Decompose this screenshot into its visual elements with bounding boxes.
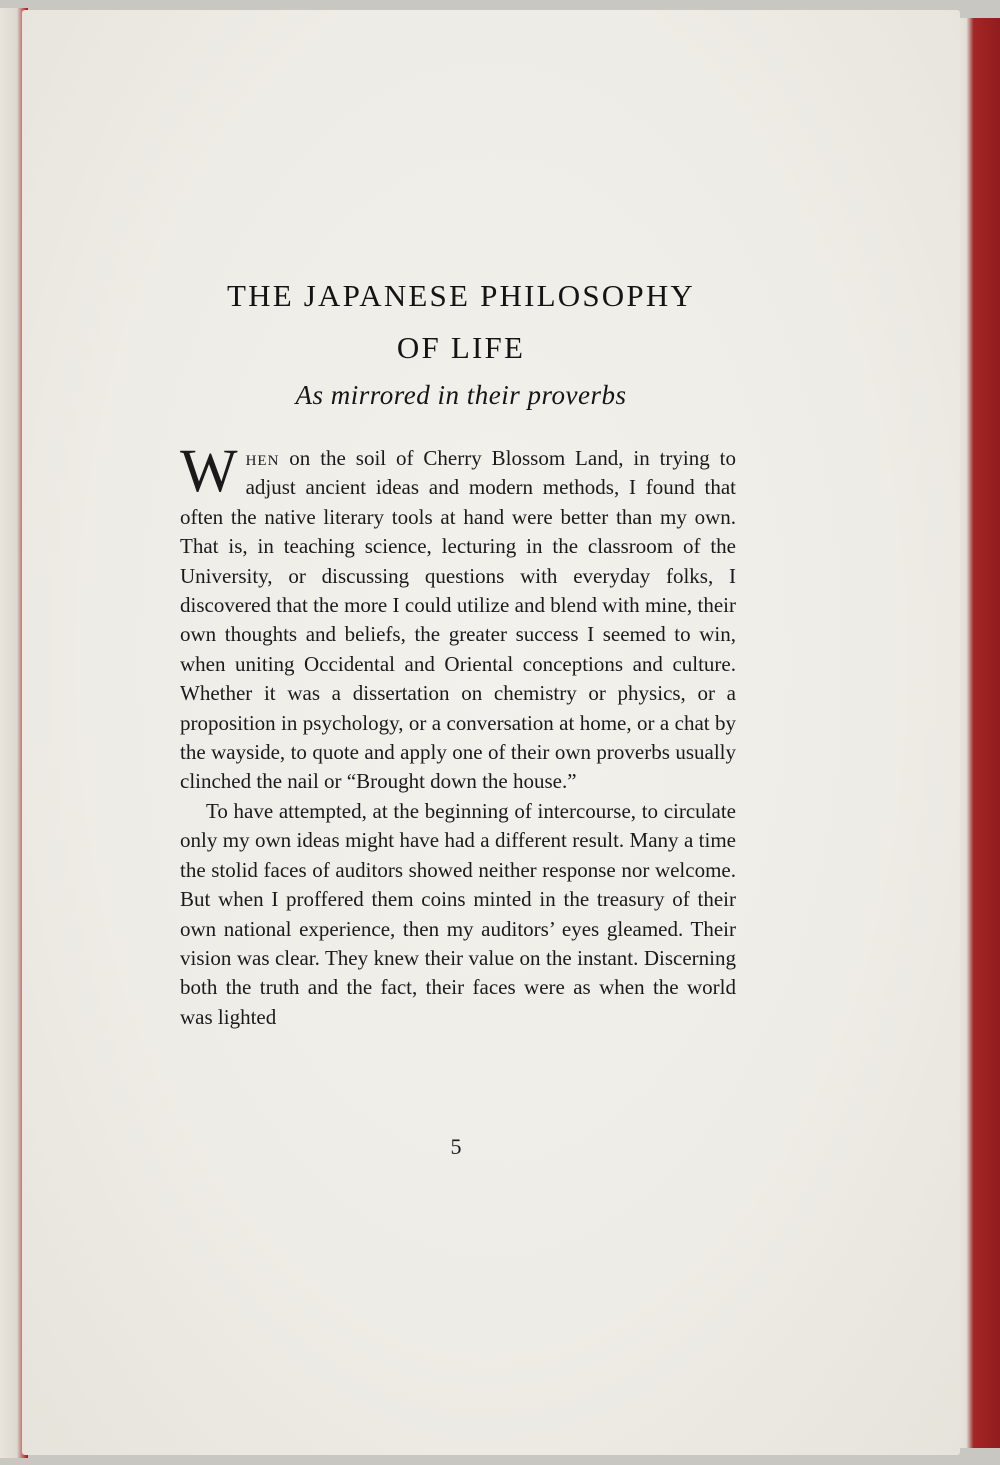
chapter-title [178, 270, 744, 374]
drop-cap: W [180, 438, 238, 505]
paragraph-2: To have attempted, at the beginning of intercourse, to circulate only my own ideas might have had a different result. Many a time the stolid faces of auditors showed neither response nor welcome. But when I proffered them coins minted in the treasury of their own national experience, then my auditors’ eyes gleamed. Their vision was clear. They knew their value on the instant. Discerning both the truth and the fact, their faces were as when the world was lighted [180, 798, 736, 1029]
opening-small-caps: hen [245, 446, 280, 470]
chapter-title-line-2: OF LIFE [396, 330, 526, 365]
paragraph-1 [180, 438, 736, 797]
chapter-title-line-1: THE JAPANESE PHILOSOPHY [226, 278, 695, 313]
body-text [180, 438, 736, 1032]
paragraph-1-text: on the soil of Cherry Blossom Land, in trying to adjust ancient ideas and modern methods, I found that often the native literary tools at hand were better than my own. That is, in teaching science, lecturing in the classroom of the University, or discussing questions with everyday folks, I discovered that the more I could utilize and blend with mine, their own thoughts and beliefs, the greater success I seemed to win, when uniting Occidental and Oriental conceptions and culture. Whether it was a dissertation on chemistry or physics, or a proposition in psychology, or a conversation at home, or a chat by the wayside, to quote and apply one of their own proverbs usually clinched the nail or “Brought down the house.” [180, 446, 736, 794]
chapter-subtitle: As mirrored in their proverbs [295, 380, 627, 410]
page-number: 5 [450, 1134, 462, 1159]
